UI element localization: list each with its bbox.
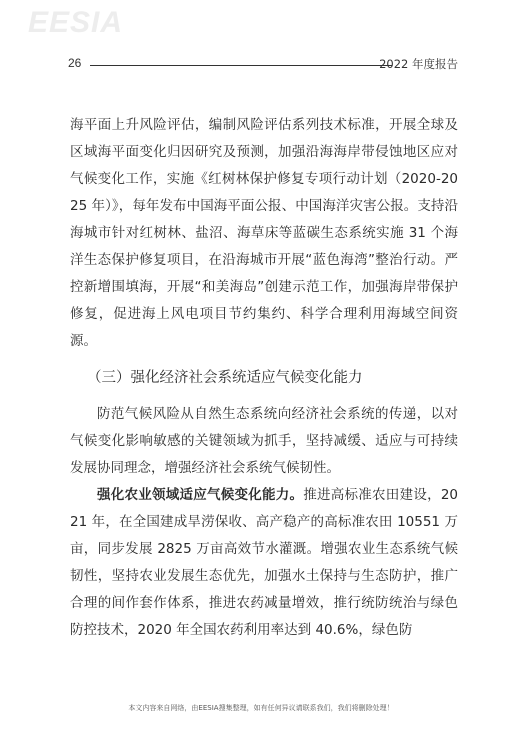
header-rule bbox=[90, 65, 392, 66]
page-header bbox=[68, 56, 458, 74]
footer-disclaimer: 本文内容来自网络，由EESIA搜集整理，如有任何异议请联系我们，我们将删除处理！ bbox=[128, 704, 394, 712]
section-heading: （三）强化经济社会系统适应气候变化能力 bbox=[87, 370, 363, 386]
paragraph-3-text: 推进高标准农田建设，2021 年，在全国建成旱涝保收、高产稳产的高标准农田 10551 万亩，同步发展 2825 万亩高效节水灌溉。增强农业生态系统气候韧性，坚持农业发展生态优先，加强水土保持与生态防护，推广合理的间作套作体系，推进农药减量增效，推行统防统治与绿色防控技术，2020 年全国农药利用率达到 40.6%，绿色防 bbox=[70, 487, 458, 638]
paragraph-1: 海平面上升风险评估，编制风险评估系列技术标准，开展全球及区域海平面变化归因研究及预测，加强沿海海岸带侵蚀地区应对气候变化工作，实施《红树林保护修复专项行动计划（2020-2025 年）》，每年发布中国海平面公报、中国海洋灾害公报。支持沿海城市针对红树林、盐沼、海草床等蓝碳生态系统实施 31 个海洋生态保护修复项目，在沿海城市开展“蓝色海湾”整治行动。严控新增围填海，开展“和美海岛”创建示范工作，加强海岸带保护修复，促进海上风电项目节约集约、科学合理利用海域空间资源。 bbox=[70, 117, 458, 349]
document-body bbox=[70, 112, 458, 644]
page-number: 26 bbox=[68, 56, 82, 70]
paragraph-2: 防范气候风险从自然生态系统向经济社会系统的传递，以对气候变化影响敏感的关键领域为抓手，坚持减缓、适应与可持续发展协同理念，增强经济社会系统气候韧性。 bbox=[70, 406, 458, 476]
report-title: 2022 年度报告 bbox=[379, 57, 458, 71]
eesia-logo: EESIA bbox=[28, 6, 124, 39]
paragraph-3-lead: 强化农业领域适应气候变化能力。 bbox=[97, 487, 304, 503]
paragraph-3 bbox=[70, 482, 458, 644]
